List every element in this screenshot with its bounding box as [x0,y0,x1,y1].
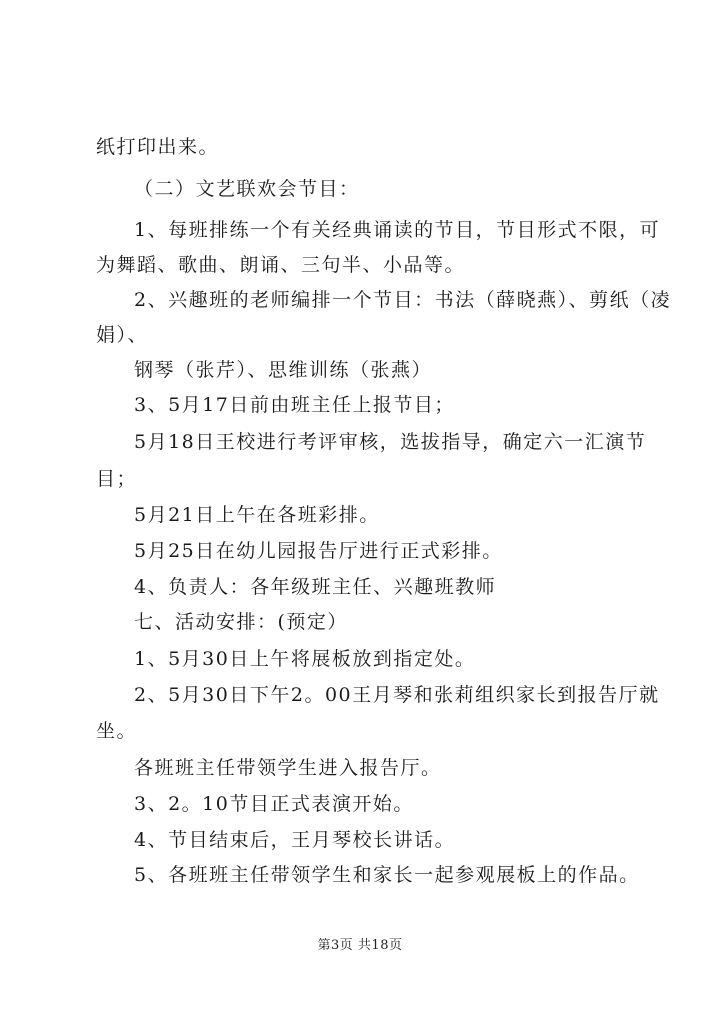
page-number-footer: 第3页 共18页 [317,938,403,953]
section-heading: 七、活动安排：(预定） [134,611,348,633]
text-line: 坐。 [96,720,138,742]
text-line: 为舞蹈、歌曲、朗诵、三句半、小品等。 [96,254,466,276]
text-line: 2、兴趣班的老师编排一个节目：书法（薛晓燕）、剪纸（凌 [134,289,672,311]
text-line: 纸打印出来。 [96,136,220,158]
text-line: 4、负责人：各年级班主任、兴趣班教师 [134,576,497,598]
text-line: 5月25日在幼儿园报告厅进行正式彩排。 [134,540,503,562]
text-line: 4、节目结束后，王月琴校长讲话。 [134,829,456,851]
text-line: 3、5月17日前由班主任上报节目； [134,394,455,416]
text-line: 钢琴（张芹）、思维训练（张燕） [134,359,433,381]
text-line: 5月18日王校进行考评审核，选拔指导，确定六一汇演节 [134,431,647,453]
text-line: 1、5月30日上午将展板放到指定处。 [134,648,476,670]
text-line: 1、每班排练一个有关经典诵读的节目，节目形式不限，可 [134,219,661,241]
text-line: 5、各班班主任带领学生和家长一起参观展板上的作品。 [134,864,640,886]
text-line: 5月21日上午在各班彩排。 [134,504,380,526]
text-line: 娟）、 [96,324,149,346]
section-heading: （二）文艺联欢会节目： [134,178,360,200]
text-line: 目； [96,468,138,490]
text-line: 2、5月30日下午2。00王月琴和张莉组织家长到报告厅就 [134,684,660,706]
text-line: 3、2。10节目正式表演开始。 [134,793,414,815]
text-line: 各班班主任带领学生进入报告厅。 [134,757,442,779]
